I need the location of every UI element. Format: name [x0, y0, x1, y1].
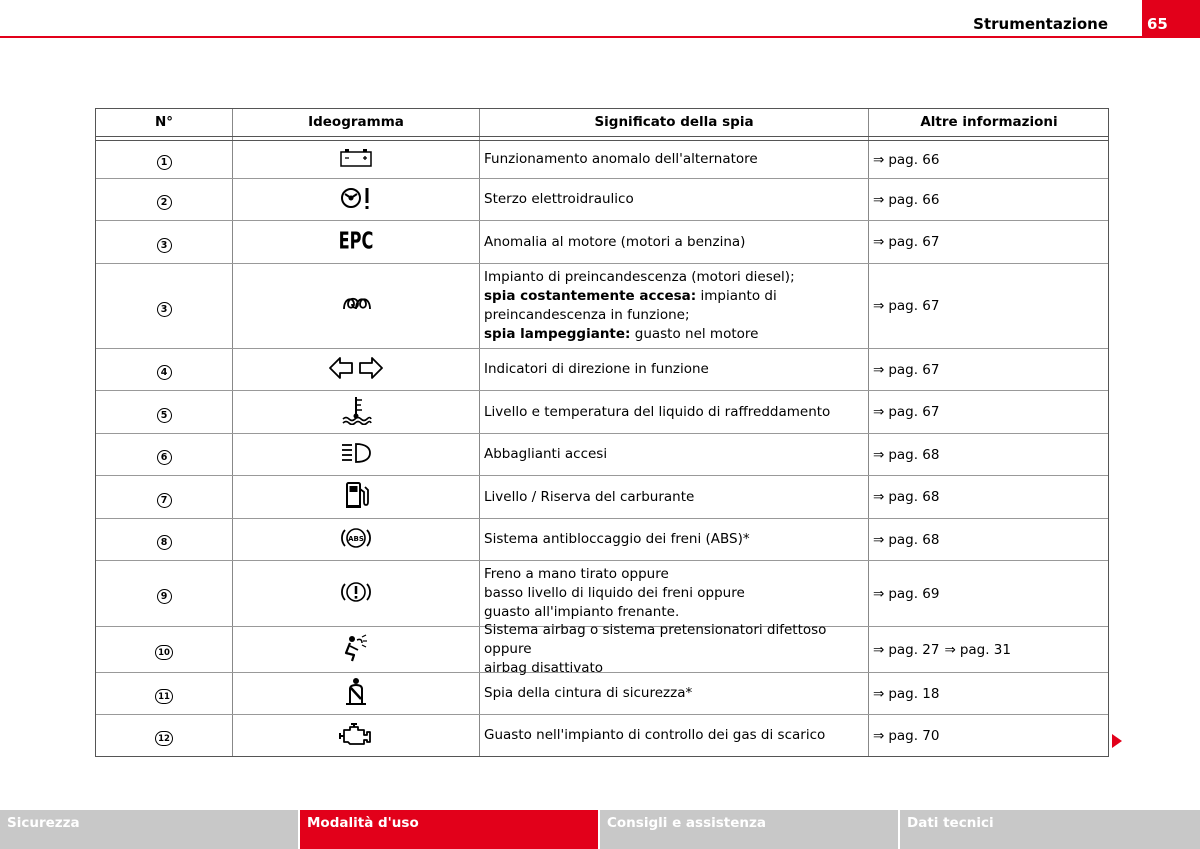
table-row: 10 Sistema airbag o sistema pretensionatori difettoso oppure airbag disattivato ⇒ pag. 27 ⇒ pag. 31	[96, 627, 1108, 673]
row-number: 9	[157, 589, 172, 604]
footer-tab-dati-tecnici[interactable]: Dati tecnici	[900, 810, 1200, 849]
table-row: 11 Spia della cintura di sicurezza* ⇒ pag. 18	[96, 673, 1108, 715]
turn-signal-icon	[328, 353, 384, 387]
meaning-text: Livello e temperatura del liquido di raffreddamento	[484, 403, 831, 420]
table-row: 6 Abbaglianti accesi ⇒ pag. 68	[96, 434, 1108, 476]
meaning-text: Anomalia al motore (motori a benzina)	[484, 233, 746, 250]
meaning-text: Impianto di preincandescenza (motori diesel);	[484, 269, 795, 285]
row-number: 12	[155, 731, 173, 746]
row-number: 10	[155, 645, 173, 660]
table-row: 7 Livello / Riserva del carburante ⇒ pag. 68	[96, 476, 1108, 519]
table-row: 9 Freno a mano tirato oppure basso livello di liquido dei freni oppure guasto all'impianto frenante. ⇒ pag. 69	[96, 561, 1108, 627]
page-reference: pag. 66	[888, 191, 940, 208]
meaning-text: spia costantemente accesa: impianto di preincandescenza in funzione;	[484, 288, 777, 323]
svg-text:ABS: ABS	[348, 534, 364, 543]
row-number: 6	[157, 450, 172, 465]
page-reference: pag. 67	[888, 361, 940, 378]
table-row: 3 EPC Anomalia al motore (motori a benzina) ⇒ pag. 67	[96, 221, 1108, 264]
row-number: 2	[157, 195, 172, 210]
meaning-text: Freno a mano tirato oppure	[484, 566, 669, 582]
footer-tab-modalita-uso[interactable]: Modalità d'uso	[300, 810, 598, 849]
row-number: 3	[157, 302, 172, 317]
meaning-text: Livello / Riserva del carburante	[484, 488, 695, 505]
brake-icon	[338, 577, 374, 611]
page-reference: pag. 67	[888, 234, 940, 250]
row-number: 3	[157, 238, 172, 253]
meaning-text: Spia della cintura di sicurezza*	[484, 685, 693, 701]
page-reference: pag. 69	[888, 585, 940, 602]
epc-icon	[338, 225, 374, 259]
header-meaning: Significato della spia	[594, 114, 754, 130]
page-reference: pag. 68	[888, 531, 940, 548]
table-row: 2 Sterzo elettroidraulico ⇒ pag. 66	[96, 179, 1108, 221]
table-header-row	[96, 109, 1108, 136]
header-rule	[0, 36, 1142, 38]
continue-arrow-icon	[1112, 734, 1122, 748]
meaning-text: Funzionamento anomalo dell'alternatore	[484, 151, 758, 167]
page-number: 65	[1147, 15, 1168, 33]
header-icon: Ideogramma	[308, 114, 404, 130]
row-number: 7	[157, 493, 172, 508]
meaning-text: airbag disattivato	[484, 660, 604, 676]
page-reference: pag. 68	[888, 489, 940, 505]
row-number: 8	[157, 535, 172, 550]
seatbelt-icon	[338, 677, 374, 711]
steering-warning-icon	[338, 183, 374, 217]
page-reference: pag. 67	[888, 298, 940, 314]
meaning-text: Sistema antibloccaggio dei freni (ABS)*	[484, 531, 750, 547]
meaning-text: Sterzo elettroidraulico	[484, 191, 634, 207]
meaning-text: Sistema airbag o sistema pretensionatori difettoso oppure	[484, 622, 827, 657]
warning-lights-table	[95, 108, 1109, 757]
meaning-text: basso livello di liquido dei freni oppure	[484, 585, 745, 601]
meaning-text: Indicatori di direzione in funzione	[484, 361, 709, 377]
glow-plug-icon	[338, 289, 374, 323]
high-beam-icon	[338, 438, 374, 472]
coolant-icon	[338, 395, 374, 429]
header-info: Altre informazioni	[920, 114, 1058, 130]
table-row: 5 Livello e temperatura del liquido di raffreddamento ⇒ pag. 67	[96, 391, 1108, 434]
page-reference: pag. 70	[888, 727, 940, 744]
footer-nav	[0, 810, 1200, 849]
row-number: 4	[157, 365, 172, 380]
meaning-text: guasto all'impianto frenante.	[484, 604, 680, 620]
svg-text:EPC: EPC	[338, 227, 374, 255]
row-number: 5	[157, 408, 172, 423]
page-reference: pag. 18	[888, 685, 940, 702]
section-title: Strumentazione	[973, 15, 1108, 33]
page-reference: pag. 66	[888, 151, 940, 168]
airbag-icon	[338, 633, 374, 667]
page-reference: pag. 27	[888, 641, 940, 658]
row-number: 11	[155, 689, 173, 704]
meaning-text: Abbaglianti accesi	[484, 446, 608, 462]
table-row: 8 ABS Sistema antibloccaggio dei freni (ABS)* ⇒ pag. 68	[96, 519, 1108, 561]
page-reference: pag. 68	[888, 446, 940, 463]
footer-tab-consigli[interactable]: Consigli e assistenza	[600, 810, 898, 849]
row-number: 1	[157, 155, 172, 170]
header-num: N°	[154, 114, 174, 130]
table-row: 12 Guasto nell'impianto di controllo dei gas di scarico ⇒ pag. 70	[96, 715, 1108, 756]
meaning-text: spia lampeggiante: guasto nel motore	[484, 326, 759, 342]
battery-icon	[338, 143, 374, 177]
table-row: 3 Impianto di preincandescenza (motori diesel); spia costantemente accesa: impianto di preincandescenza in funzione; spia lampeggiante: guasto nel motore ⇒ pag. 67	[96, 264, 1108, 349]
engine-icon	[338, 719, 374, 753]
fuel-icon	[338, 480, 374, 514]
table-row: 1 Funzionamento anomalo dell'alternatore ⇒ pag. 66	[96, 141, 1108, 179]
table-row: 4 Indicatori di direzione in funzione ⇒ pag. 67	[96, 349, 1108, 391]
footer-tab-sicurezza[interactable]: Sicurezza	[0, 810, 298, 849]
abs-icon	[338, 523, 374, 557]
page-reference: pag. 31	[959, 641, 1011, 658]
meaning-text: Guasto nell'impianto di controllo dei gas di scarico	[484, 727, 826, 743]
page-reference: pag. 67	[888, 404, 940, 420]
